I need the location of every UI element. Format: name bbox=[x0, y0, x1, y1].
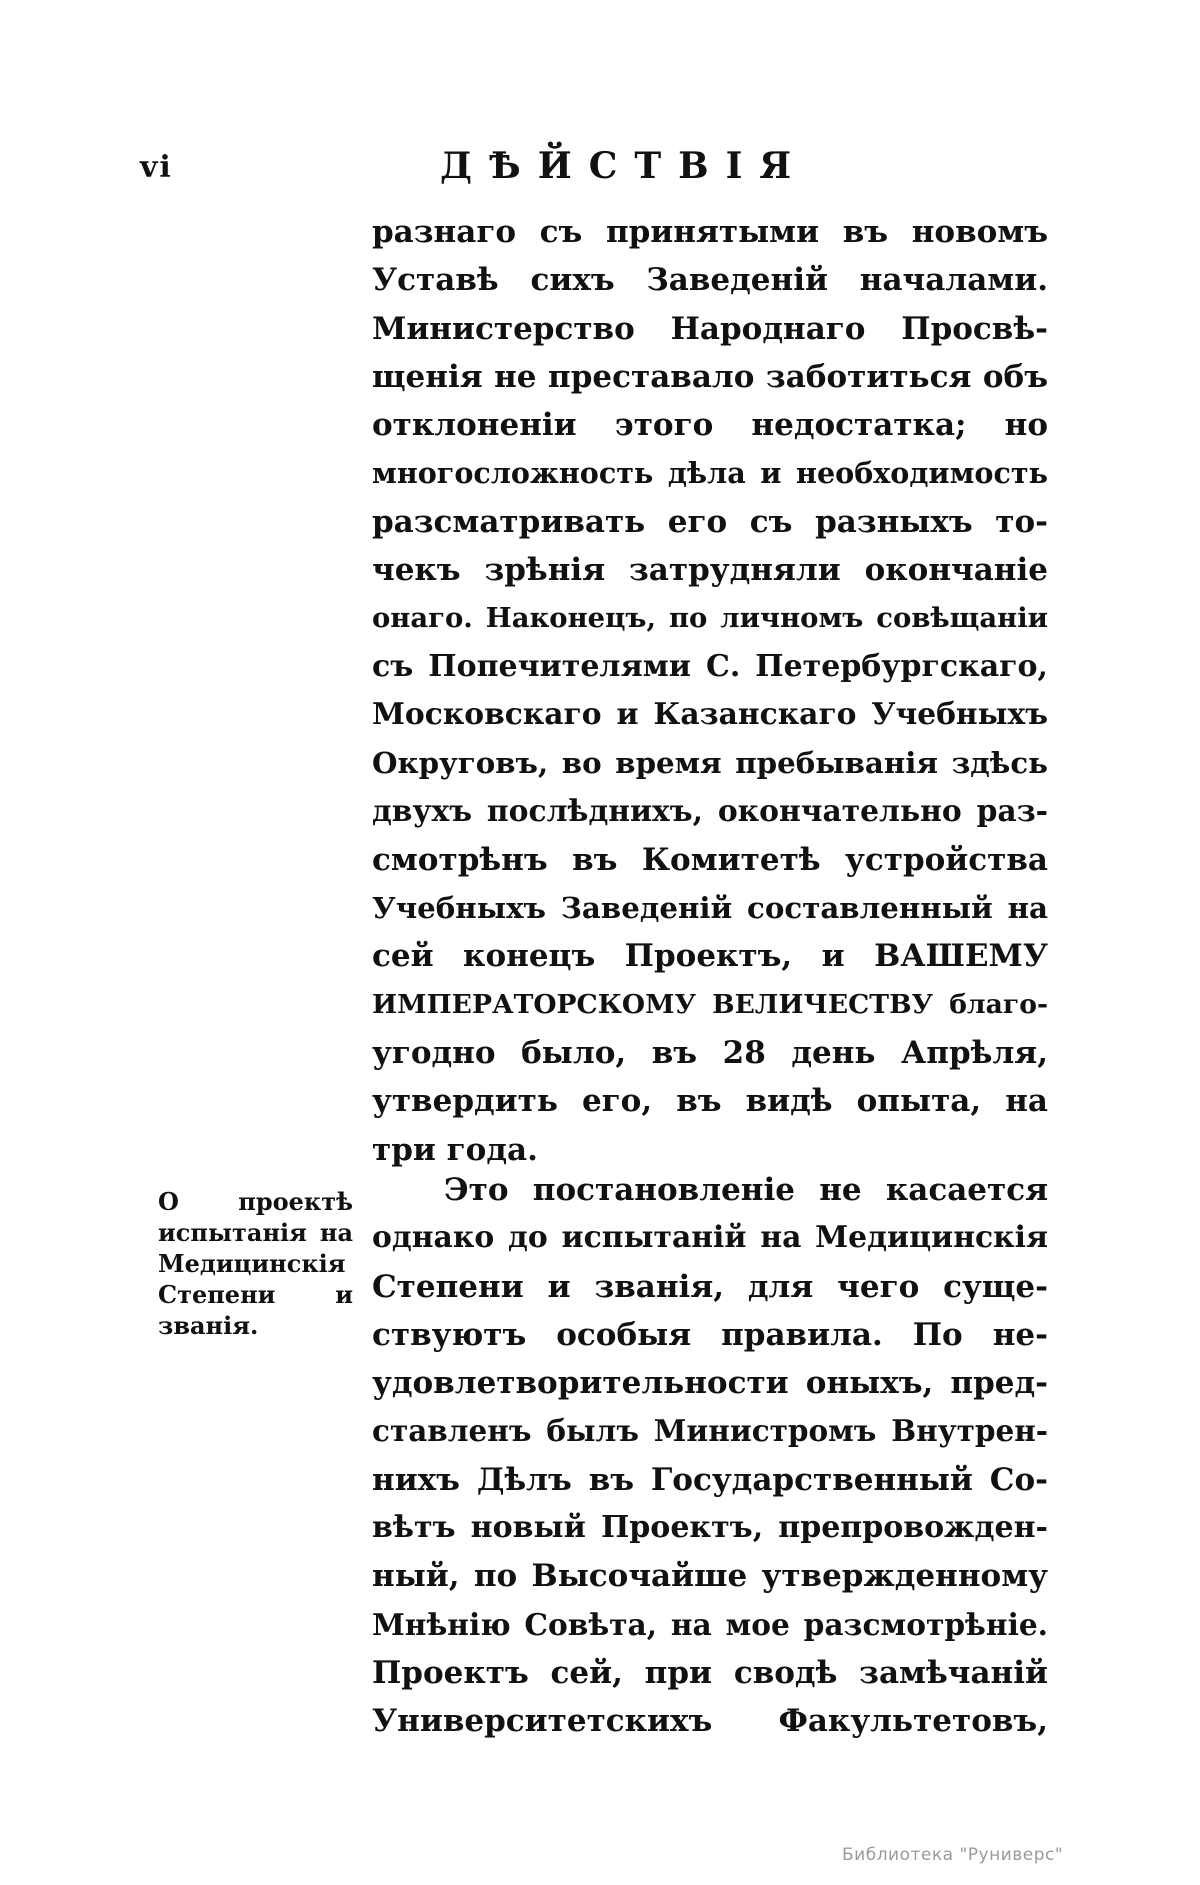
margin-note bbox=[158, 1186, 353, 1341]
margin-note-line: О проектѣ bbox=[158, 1187, 353, 1216]
text-line: Учебныхъ Заведеній составленный на bbox=[372, 891, 1048, 926]
text-line: нихъ Дѣлъ въ Государственный Со- bbox=[372, 1461, 1048, 1498]
text-line: Степени и званія, для чего суще- bbox=[372, 1268, 1048, 1305]
text-line: разнаго съ принятыми въ новомъ bbox=[372, 214, 1048, 250]
text-line: вѣтъ новый Проектъ, препровожден- bbox=[372, 1510, 1048, 1546]
text-line: утвердить его, въ видѣ опыта, на bbox=[372, 1083, 1048, 1120]
text-line: ИМПЕРАТОРСКОМУ ВЕЛИЧЕСТВУ благо- bbox=[372, 988, 1048, 1020]
text-line: Округовъ, во время пребыванія здѣсь bbox=[372, 746, 1048, 781]
text-line: смотрѣнъ въ Комитетѣ устройства bbox=[372, 841, 1048, 878]
text-line: Мнѣнію Совѣта, на мое разсмотрѣніе. bbox=[372, 1606, 1048, 1642]
library-watermark: Библиотека "Руниверс" bbox=[842, 1845, 1064, 1865]
text-line: ствуютъ особыя правила. По не- bbox=[372, 1316, 1048, 1353]
text-line: Уставѣ сихъ Заведеній началами. bbox=[372, 262, 1048, 299]
text-line: съ Попечителями С. Петербургскаго, bbox=[372, 648, 1048, 684]
text-line: сей конецъ Проектъ, и ВАШЕМУ bbox=[372, 938, 1048, 975]
text-line: однако до испытаній на Медицинскія bbox=[372, 1220, 1048, 1256]
text-line: удовлетворительности оныхъ, пред- bbox=[372, 1365, 1048, 1402]
text-line: онаго. Наконецъ, по личномъ совѣщаніи bbox=[372, 602, 1048, 635]
page-number: vi bbox=[140, 150, 173, 185]
text-line: щенія не преставало заботиться объ bbox=[372, 358, 1048, 395]
text-line: три года. bbox=[372, 1131, 538, 1168]
margin-note-line: Степени и bbox=[158, 1280, 353, 1309]
text-line: ный, по Высочайше утвержденному bbox=[372, 1558, 1048, 1595]
text-line: отклоненіи этого недостатка; но bbox=[372, 407, 1048, 444]
margin-note-line: званія. bbox=[158, 1311, 259, 1340]
text-line: Министерство Народнаго Просвѣ- bbox=[372, 310, 1048, 347]
text-line: разсматривать его съ разныхъ то- bbox=[372, 503, 1048, 540]
text-line: чекъ зрѣнія затрудняли окончаніе bbox=[372, 552, 1048, 589]
text-line: Проектъ сей, при сводѣ замѣчаній bbox=[372, 1654, 1048, 1691]
text-line: Московскаго и Казанскаго Учебныхъ bbox=[372, 696, 1048, 732]
running-head: ДѢЙСТВІЯ bbox=[440, 145, 809, 187]
text-line: Это постановленіе не касается bbox=[444, 1172, 1048, 1208]
margin-note-line: Медицинскія bbox=[158, 1249, 346, 1278]
paragraph-1 bbox=[372, 208, 1048, 1174]
text-line: ставленъ былъ Министромъ Внутрен- bbox=[372, 1413, 1048, 1449]
margin-note-line: испытанія на bbox=[158, 1218, 353, 1247]
text-line: многосложность дѣла и необходимость bbox=[372, 456, 1048, 491]
text-line: Университетскихъ Факультетовъ, bbox=[372, 1703, 1048, 1740]
text-line: двухъ послѣднихъ, окончательно раз- bbox=[372, 793, 1048, 829]
paragraph-2 bbox=[372, 1166, 1048, 1746]
text-line: угодно было, въ 28 день Апрѣля, bbox=[372, 1035, 1048, 1072]
